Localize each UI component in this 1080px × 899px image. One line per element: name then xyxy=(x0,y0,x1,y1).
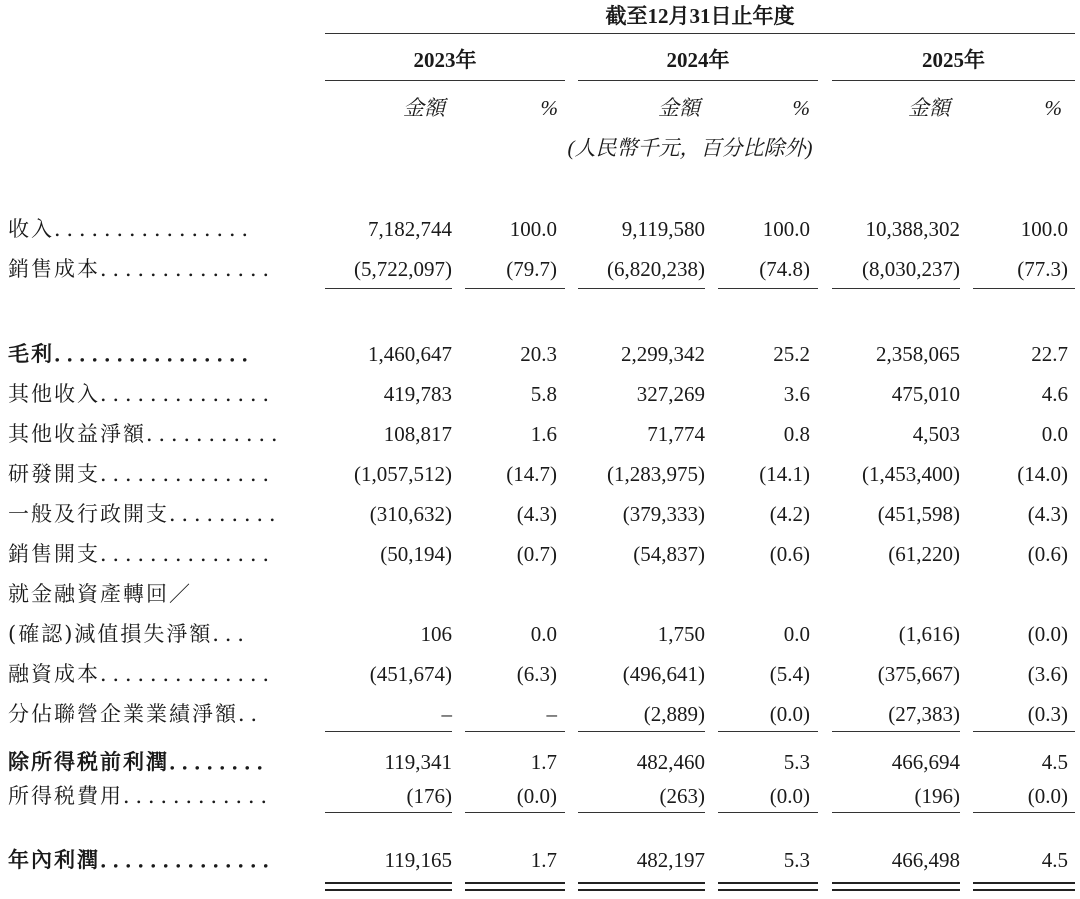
total-double-rule xyxy=(325,882,452,891)
amount-2025-cell: 2,358,065 xyxy=(876,342,960,366)
pct-2024-cell: 100.0 xyxy=(762,217,810,241)
period-title-rule xyxy=(325,33,1075,34)
row-label: 其他收益淨額．．．．．．．．．．． xyxy=(8,422,294,446)
pct-2025-cell: (0.0) xyxy=(1027,784,1068,808)
year-2024-rule xyxy=(578,80,818,81)
amount-2025-cell: (1,453,400) xyxy=(862,462,960,486)
amount-label-2025: 金額 xyxy=(908,96,950,120)
row-label: 毛利．．．．．．．．．．．．．．．． xyxy=(8,341,265,366)
pct-2024-cell: 5.3 xyxy=(783,848,810,872)
pct-2024-cell: 3.6 xyxy=(783,382,810,406)
year-2024-heading: 2024年 xyxy=(666,48,730,72)
amount-2023-cell: 108,817 xyxy=(383,422,452,446)
amount-2024-cell: 327,269 xyxy=(636,382,705,406)
pct-2025-cell: 4.5 xyxy=(1041,750,1068,774)
pct-label-2024: % xyxy=(792,96,810,120)
amount-2024-cell: 2,299,342 xyxy=(621,342,705,366)
row-label: 一般及行政開支．．．．．．．．． xyxy=(8,502,292,526)
pct-2024-cell: (0.0) xyxy=(769,784,810,808)
pct-2024-cell: (0.6) xyxy=(769,542,810,566)
pct-2024-cell: (4.2) xyxy=(769,502,810,526)
pct-2023-cell: 5.8 xyxy=(530,382,557,406)
table-row xyxy=(0,578,1080,610)
pct-2024-cell: 0.0 xyxy=(783,622,810,646)
amount-2025-cell: 10,388,302 xyxy=(865,217,960,241)
amount-2023-cell: (50,194) xyxy=(380,542,452,566)
row-label: 其他收入．．．．．．．．．．．．．． xyxy=(8,382,286,406)
amount-2023-cell: 106 xyxy=(420,622,452,646)
year-2025-heading: 2025年 xyxy=(922,48,985,72)
pct-2025-cell: (77.3) xyxy=(1017,257,1068,281)
amount-label-2024: 金額 xyxy=(658,96,700,120)
pct-2025-cell: (14.0) xyxy=(1017,462,1068,486)
pct-2025-cell: (0.6) xyxy=(1027,542,1068,566)
pct-2023-cell: (4.3) xyxy=(516,502,557,526)
amount-2024-cell: (379,333) xyxy=(622,502,705,526)
table-row xyxy=(0,338,1080,370)
amount-2025-cell: 466,694 xyxy=(891,750,960,774)
amount-2025-cell: 466,498 xyxy=(891,848,960,872)
pct-2023-cell: (6.3) xyxy=(516,662,557,686)
subtotal-rule xyxy=(718,731,818,732)
table-row xyxy=(0,780,1080,812)
subtotal-rule xyxy=(465,288,565,289)
pct-2025-cell: (0.3) xyxy=(1027,702,1068,726)
subtotal-rule xyxy=(325,812,452,813)
pct-2025-cell: 4.6 xyxy=(1041,382,1068,406)
row-label: 銷售開支．．．．．．．．．．．．．． xyxy=(8,542,286,566)
subtotal-rule xyxy=(832,731,960,732)
subtotal-rule xyxy=(973,812,1075,813)
period-title: 截至12月31日止年度 xyxy=(605,4,795,28)
amount-2025-cell: (61,220) xyxy=(888,542,960,566)
pct-2023-cell: (0.0) xyxy=(516,784,557,808)
pct-2023-cell: 20.3 xyxy=(520,342,557,366)
amount-2023-cell: (451,674) xyxy=(369,662,452,686)
amount-2023-cell: (1,057,512) xyxy=(354,462,452,486)
pct-2023-cell: 0.0 xyxy=(530,622,557,646)
amount-2025-cell: (196) xyxy=(914,784,960,808)
amount-2024-cell: (263) xyxy=(659,784,705,808)
row-label: 研發開支．．．．．．．．．．．．．． xyxy=(8,462,286,486)
pct-2023-cell: 1.7 xyxy=(530,750,557,774)
amount-2023-cell: (176) xyxy=(406,784,452,808)
pct-2024-cell: 5.3 xyxy=(783,750,810,774)
amount-2024-cell: 1,750 xyxy=(657,622,705,646)
amount-2024-cell: (496,641) xyxy=(622,662,705,686)
table-row xyxy=(0,746,1080,778)
amount-2025-cell: (375,667) xyxy=(877,662,960,686)
table-row xyxy=(0,213,1080,245)
pct-2024-cell: (5.4) xyxy=(769,662,810,686)
amount-2025-cell: 475,010 xyxy=(891,382,960,406)
year-2023-heading: 2023年 xyxy=(413,48,477,72)
subtotal-rule xyxy=(325,288,452,289)
pct-2025-cell: 22.7 xyxy=(1031,342,1068,366)
total-double-rule xyxy=(465,882,565,891)
year-2025-rule xyxy=(832,80,1075,81)
subtotal-rule xyxy=(465,731,565,732)
subtotal-rule xyxy=(832,288,960,289)
table-row xyxy=(0,378,1080,410)
amount-2024-cell: (1,283,975) xyxy=(607,462,705,486)
total-double-rule xyxy=(718,882,818,891)
pct-2025-cell: (4.3) xyxy=(1027,502,1068,526)
row-label: 融資成本．．．．．．．．．．．．．． xyxy=(8,662,286,686)
amount-2024-cell: 9,119,580 xyxy=(621,217,705,241)
row-label: 年內利潤．．．．．．．．．．．．．． xyxy=(8,847,286,872)
table-row xyxy=(0,418,1080,450)
subtotal-rule xyxy=(465,812,565,813)
total-double-rule xyxy=(832,882,960,891)
amount-2023-cell: 7,182,744 xyxy=(368,217,452,241)
pct-2024-cell: (14.1) xyxy=(759,462,810,486)
amount-2023-cell: (310,632) xyxy=(369,502,452,526)
subtotal-rule xyxy=(325,731,452,732)
subtotal-rule xyxy=(578,812,705,813)
amount-2024-cell: 482,197 xyxy=(636,848,705,872)
row-label: 就金融資產轉回／ xyxy=(8,582,192,606)
table-row xyxy=(0,458,1080,490)
total-double-rule xyxy=(578,882,705,891)
table-row xyxy=(0,253,1080,285)
amount-2025-cell: (27,383) xyxy=(888,702,960,726)
amount-2024-cell: 71,774 xyxy=(647,422,705,446)
pct-2023-cell: (14.7) xyxy=(506,462,557,486)
row-label: 分佔聯營企業業績淨額．． xyxy=(8,702,274,726)
pct-label-2025: % xyxy=(1044,96,1062,120)
pct-2025-cell: (0.0) xyxy=(1027,622,1068,646)
table-row xyxy=(0,538,1080,570)
subtotal-rule xyxy=(578,731,705,732)
pct-2023-cell: (0.7) xyxy=(516,542,557,566)
subtotal-rule xyxy=(832,812,960,813)
year-2023-rule xyxy=(325,80,565,81)
subtotal-rule xyxy=(973,731,1075,732)
amount-2023-cell: 119,341 xyxy=(384,750,452,774)
amount-2023-cell: (5,722,097) xyxy=(354,257,452,281)
unit-note: (人民幣千元，百分比除外) xyxy=(567,136,813,160)
subtotal-rule xyxy=(973,288,1075,289)
pct-2024-cell: (74.8) xyxy=(759,257,810,281)
row-label: 收入．．．．．．．．．．．．．．．． xyxy=(8,217,265,241)
row-label: 除所得税前利潤．．．．．．．． xyxy=(8,749,280,774)
amount-2024-cell: (6,820,238) xyxy=(607,257,705,281)
pct-2024-cell: 25.2 xyxy=(773,342,810,366)
subtotal-rule xyxy=(718,812,818,813)
pct-2025-cell: (3.6) xyxy=(1027,662,1068,686)
amount-2025-cell: 4,503 xyxy=(912,422,960,446)
pct-2025-cell: 0.0 xyxy=(1041,422,1068,446)
table-row xyxy=(0,658,1080,690)
pct-2023-cell: 1.6 xyxy=(530,422,557,446)
table-row xyxy=(0,844,1080,876)
pct-2023-cell: (79.7) xyxy=(506,257,557,281)
table-row xyxy=(0,698,1080,730)
amount-label-2023: 金額 xyxy=(403,96,445,120)
pct-label-2023: % xyxy=(540,96,558,120)
amount-2024-cell: (2,889) xyxy=(643,702,705,726)
amount-2025-cell: (8,030,237) xyxy=(862,257,960,281)
table-row xyxy=(0,618,1080,650)
amount-2023-cell: 119,165 xyxy=(384,848,452,872)
total-double-rule xyxy=(973,882,1075,891)
amount-2025-cell: (451,598) xyxy=(877,502,960,526)
amount-2024-cell: 482,460 xyxy=(636,750,705,774)
amount-2023-cell: 1,460,647 xyxy=(368,342,452,366)
pct-2023-cell: – xyxy=(546,702,557,726)
pct-2024-cell: 0.8 xyxy=(783,422,810,446)
row-label: 所得税費用．．．．．．．．．．．． xyxy=(8,784,284,808)
pct-2025-cell: 100.0 xyxy=(1020,217,1068,241)
subtotal-rule xyxy=(578,288,705,289)
amount-2024-cell: (54,837) xyxy=(633,542,705,566)
pct-2023-cell: 1.7 xyxy=(530,848,557,872)
row-label: (確認)減值損失淨額．．． xyxy=(8,622,261,646)
subtotal-rule xyxy=(718,288,818,289)
amount-2023-cell: – xyxy=(441,702,452,726)
pct-2023-cell: 100.0 xyxy=(509,217,557,241)
row-label: 銷售成本．．．．．．．．．．．．．． xyxy=(8,257,286,281)
pct-2024-cell: (0.0) xyxy=(769,702,810,726)
amount-2025-cell: (1,616) xyxy=(898,622,960,646)
pct-2025-cell: 4.5 xyxy=(1041,848,1068,872)
amount-2023-cell: 419,783 xyxy=(383,382,452,406)
table-row xyxy=(0,498,1080,530)
